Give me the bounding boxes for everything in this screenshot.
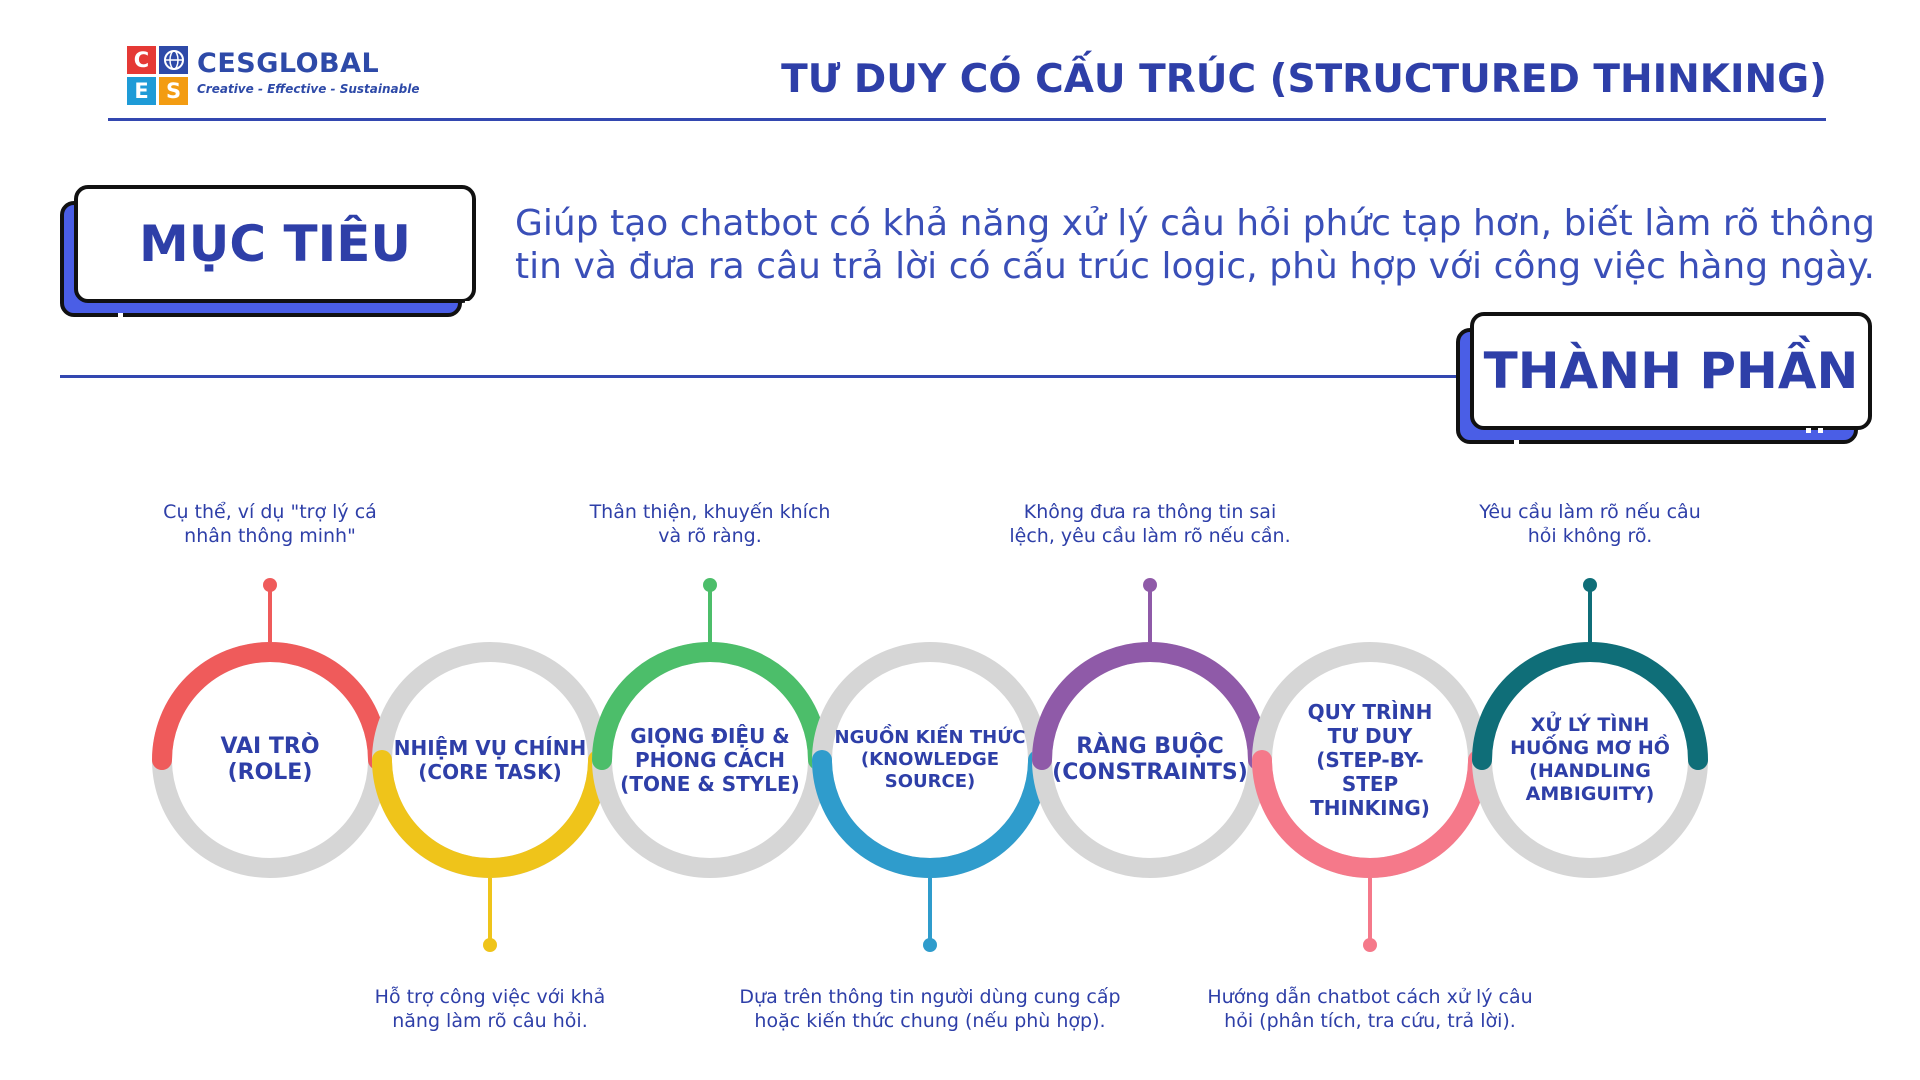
component-description: Không đưa ra thông tin sai lệch, yêu cầu làm rõ nếu cần. — [1009, 501, 1291, 547]
logo-letter: S — [159, 77, 188, 105]
component-description: Thân thiện, khuyến khích và rõ ràng. — [589, 501, 831, 547]
logo-brand-name: CESGLOBAL — [197, 48, 380, 79]
connector-dot — [1363, 938, 1377, 952]
page-title: TƯ DUY CÓ CẤU TRÚC (STRUCTURED THINKING) — [781, 57, 1827, 102]
logo-letter: C — [127, 46, 156, 74]
component-description: Cụ thể, ví dụ "trợ lý cá nhân thông minh" — [163, 501, 377, 547]
component-label: NGUỒN KIẾN THỨC (KNOWLEDGE SOURCE) — [834, 727, 1026, 792]
component-description: Hướng dẫn chatbot cách xử lý câu hỏi (phân tích, tra cứu, trả lời). — [1207, 986, 1533, 1032]
component-label: VAI TRÒ (ROLE) — [220, 734, 320, 785]
connector-dot — [1143, 578, 1157, 592]
logo-letter: E — [127, 77, 156, 105]
components-tag-label: THÀNH PHẦN — [1470, 312, 1872, 430]
component-label: QUY TRÌNH TƯ DUY (STEP-BY- STEP THINKING) — [1307, 700, 1433, 820]
component-description: Hỗ trợ công việc với khả năng làm rõ câu hỏi. — [374, 986, 606, 1032]
component-label: RÀNG BUỘC (CONSTRAINTS) — [1052, 734, 1248, 785]
goal-description: Giúp tạo chatbot có khả năng xử lý câu hỏi phức tạp hơn, biết làm rõ thông tin và đưa ra câu trả lời có cấu trúc logic, phù hợp với công việc hàng ngày. — [515, 203, 1875, 287]
connector-dot — [483, 938, 497, 952]
logo-slogan: Creative - Effective - Sustainable — [197, 82, 420, 96]
connector-dot — [703, 578, 717, 592]
component-label: XỬ LÝ TÌNH HUỐNG MƠ HỒ (HANDLING AMBIGUITY) — [1510, 714, 1670, 805]
component-label: GIỌNG ĐIỆU & PHONG CÁCH (TONE & STYLE) — [620, 724, 800, 796]
goal-tag-label: MỤC TIÊU — [74, 185, 476, 303]
connector-dot — [263, 578, 277, 592]
connector-dot — [1583, 578, 1597, 592]
component-description: Dựa trên thông tin người dùng cung cấp hoặc kiến thức chung (nếu phù hợp). — [739, 986, 1121, 1032]
connector-dot — [923, 938, 937, 952]
component-label: NHIỆM VỤ CHÍNH (CORE TASK) — [393, 736, 587, 784]
component-description: Yêu cầu làm rõ nếu câu hỏi không rõ. — [1479, 501, 1701, 547]
